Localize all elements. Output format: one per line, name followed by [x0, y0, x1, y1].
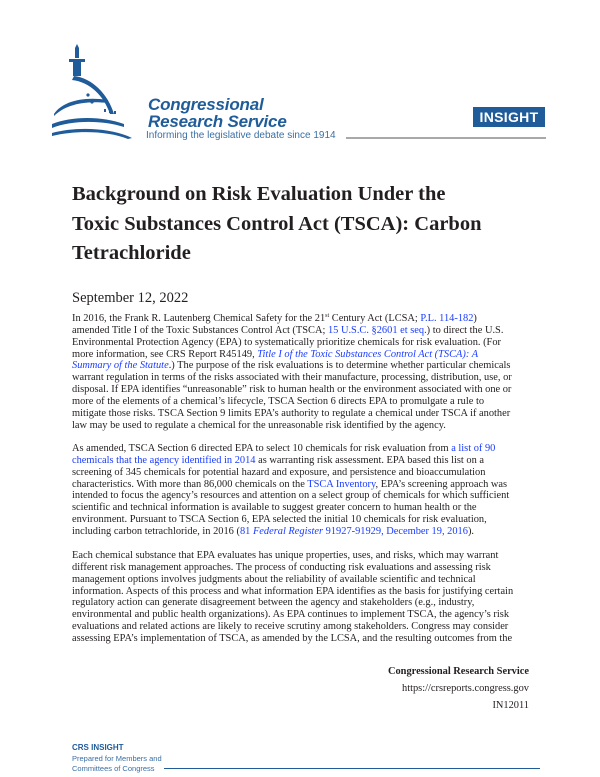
text-segment: environmental and public health organizations). As EPA continues to implement TSCA, the agency’s risk [72, 609, 510, 621]
text-segment: mitigate those risks. TSCA Section 9 limits EPA’s authority to regulate a chemical under TSCA if another [72, 407, 511, 419]
text-segment: different risk management approaches. The process of conducting risk evaluations and assessing risk [72, 561, 491, 573]
text-line [72, 502, 509, 514]
crs-capitol-dome-logo [52, 44, 147, 145]
text-line [72, 609, 513, 621]
title-line: Tetrachloride [72, 242, 191, 264]
text-line [72, 443, 509, 455]
text-line [72, 490, 509, 502]
footer [72, 743, 162, 775]
report-id: IN12011 [492, 700, 529, 711]
text-line [72, 526, 509, 538]
text-segment: Each chemical substance that EPA evaluates has unique properties, uses, and risks, which may warrant [72, 550, 499, 561]
footer-line2: Committees of Congress [72, 764, 155, 773]
text-segment: more information, see CRS Report R45149, [72, 348, 258, 360]
text-line [72, 384, 512, 396]
text-segment: as warranting risk assessment. EPA based this list on a [255, 454, 484, 466]
text-segment: intended to focus the agency’s resources and attention on a select group of chemicals for which sufficient [72, 490, 510, 502]
footer-divider [164, 768, 540, 769]
text-line [72, 337, 512, 349]
title-line: Background on Risk Evaluation Under the [72, 183, 446, 205]
text-line [72, 479, 509, 491]
text-line [72, 360, 512, 372]
hyperlink[interactable]: chemicals that the agency identified in 2014 [72, 454, 256, 466]
text-segment: regulatory action can generate disagreement between the agency and stakeholders (e.g., industry, [72, 597, 475, 609]
title-line: Toxic Substances Control Act (TSCA): Carbon [72, 212, 482, 235]
text-segment: management options involves judgments about the reliability of available scientific and technical [72, 573, 476, 585]
hyperlink[interactable]: Title I of the Toxic Substances Control Act (TSCA): A [257, 348, 479, 360]
text-line [72, 455, 509, 467]
text-segment: screening of 345 chemicals for potential hazard and exposure, and persistence and bioaccumulation [72, 466, 486, 478]
hyperlink[interactable]: P.L. 114-182 [420, 313, 474, 324]
text-segment: law may be used to regulate a chemical for the unreasonable risk identified by the agency. [72, 419, 446, 431]
footer-label: CRS INSIGHT [72, 743, 124, 752]
hyperlink[interactable]: Federal Register [252, 525, 324, 537]
text-line [72, 372, 512, 384]
signature-org: Congressional Research Service [387, 666, 529, 677]
text-segment: ). [467, 525, 474, 537]
text-line [72, 586, 513, 598]
hyperlink[interactable]: TSCA Inventory [307, 478, 376, 490]
text-line [72, 597, 513, 609]
header-divider [346, 137, 546, 139]
capitol-dome-icon [52, 44, 147, 140]
text-segment: In 2016, the Frank R. Lautenberg Chemical Safety for the 21 [72, 313, 326, 324]
text-line [72, 396, 512, 408]
text-segment: assessing EPA’s implementation of TSCA, as amended by the LCSA, and the resulting outcomes from the [72, 632, 513, 644]
insight-badge: INSIGHT [473, 107, 545, 127]
text-segment: amended Title I of the Toxic Substances Control Act (TSCA; [72, 324, 328, 336]
text-line [72, 408, 512, 420]
page-title [72, 180, 542, 269]
text-segment: environment. Pursuant to TSCA Section 6, EPA selected the initial 10 chemicals for risk evaluation, [72, 514, 487, 526]
text-line [72, 633, 513, 645]
text-segment: st [325, 313, 330, 319]
hyperlink[interactable]: a list of 90 [451, 443, 496, 454]
text-segment: evaluations and related actions are likely to receive scrutiny among stakeholders. Congress may consider [72, 621, 509, 633]
text-line [72, 574, 513, 586]
text-segment: ) to direct the U.S. [426, 324, 504, 336]
hyperlink[interactable]: 91927-91929, December 19, 2016 [323, 525, 468, 537]
footer-line1: Prepared for Members and [72, 753, 162, 763]
text-segment: .) The purpose of the risk evaluations is to determine whether particular chemicals [168, 360, 511, 372]
text-segment: warrant regulation in terms of the risks associated with their manufacture, processing, distribution, use, or [72, 372, 512, 384]
signature-url[interactable]: https://crsreports.congress.gov [402, 683, 529, 694]
hyperlink[interactable]: 15 U.S.C. §2601 et seq. [327, 324, 427, 336]
publication-date: September 12, 2022 [72, 290, 189, 306]
org-name-line2: Research Service [148, 112, 287, 131]
text-segment: disposal. If EPA identifies “unreasonable” risk to human health or the environment associated with one or [72, 384, 512, 396]
signature-block [388, 663, 529, 714]
text-segment: characteristics. With more than 86,000 chemicals on the [72, 478, 308, 490]
body-paragraph [72, 550, 513, 645]
body-paragraph [72, 443, 509, 538]
text-line [72, 562, 513, 574]
text-segment: Environmental Protection Agency (EPA) to systematically prioritize chemicals for risk evaluation. (For [72, 336, 501, 348]
text-segment: information. Aspects of this process and what information EPA identifies as the basis for justifying certain [72, 585, 514, 597]
text-segment: Century Act (LCSA; [329, 313, 421, 324]
text-line [72, 550, 513, 562]
text-line [72, 467, 509, 479]
text-segment: ) [473, 313, 477, 324]
org-name-line1: Congressional [148, 95, 264, 114]
hyperlink[interactable]: Summary of the Statute [72, 360, 169, 372]
tagline: Informing the legislative debate since 1914 [146, 130, 336, 141]
text-segment: including carbon tetrachloride, in 2016 ( [72, 525, 240, 537]
text-line [72, 514, 509, 526]
text-line [72, 325, 512, 337]
text-segment: more of the elements of a chemical’s lifecycle, TSCA Section 6 directs EPA to promulgate a rule to [72, 395, 485, 407]
text-line [72, 349, 512, 361]
text-line [72, 313, 512, 325]
text-line [72, 420, 512, 432]
text-segment: scientific and technical information is available to suggest greater concern to human health or the [72, 502, 477, 514]
hyperlink[interactable]: 81 [239, 525, 253, 537]
text-segment: As amended, TSCA Section 6 directed EPA to select 10 chemicals for risk evaluation from [72, 443, 452, 454]
text-segment: , EPA’s screening approach was [375, 478, 508, 490]
body-paragraph [72, 313, 512, 431]
text-line [72, 621, 513, 633]
